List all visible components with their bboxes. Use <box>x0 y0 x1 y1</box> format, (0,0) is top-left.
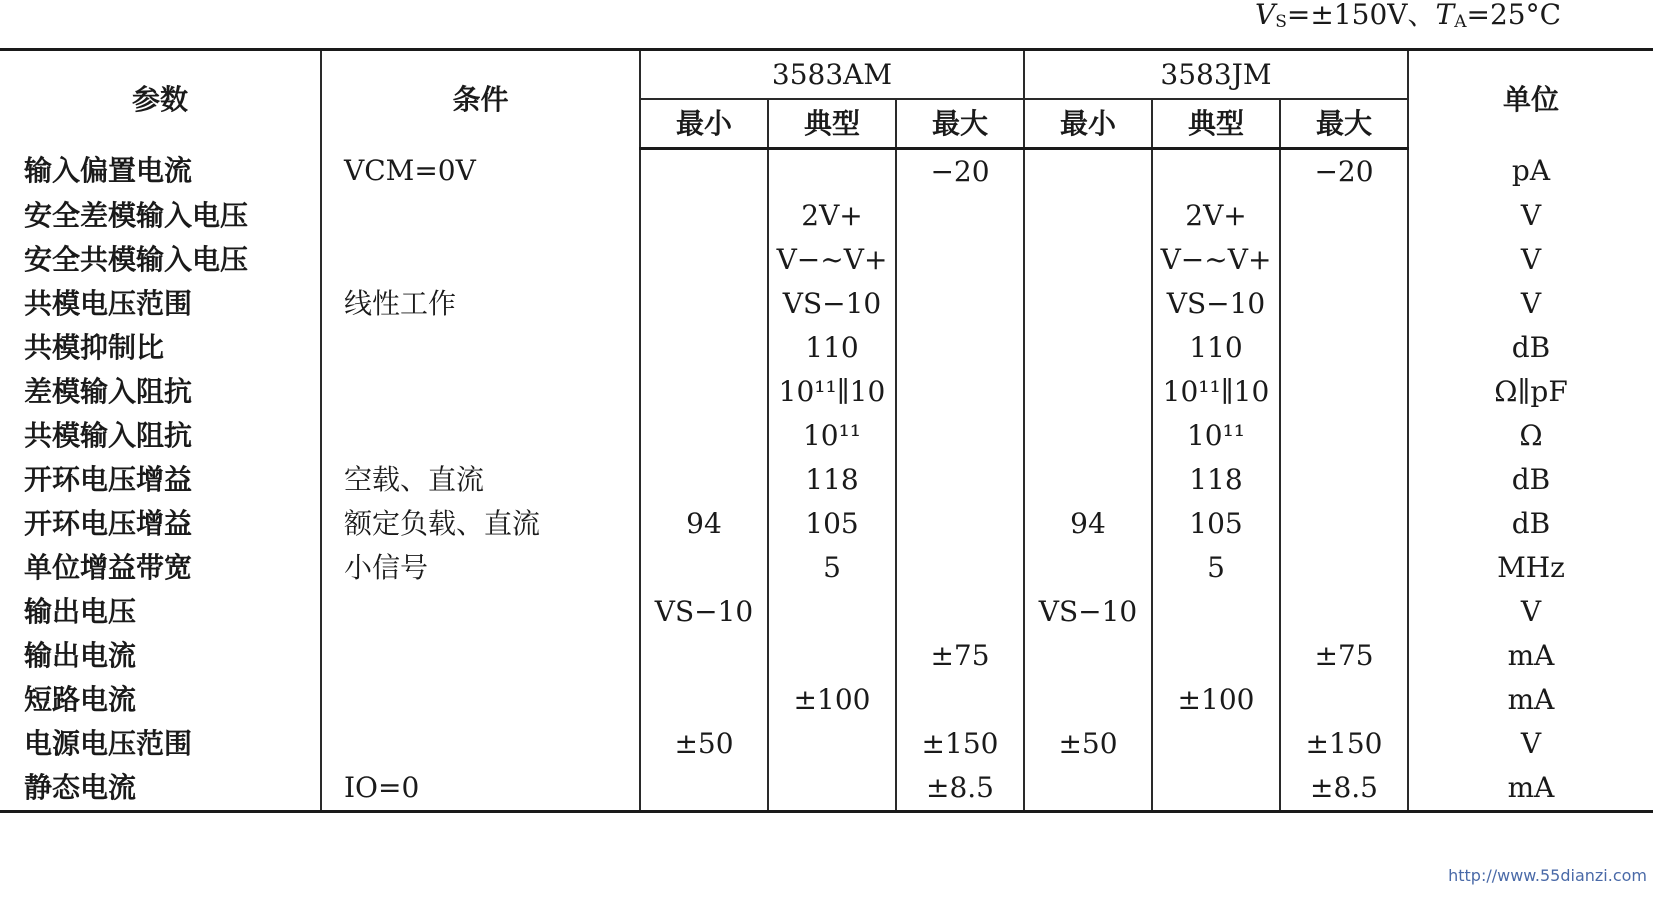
cell-jm-min: ±50 <box>1024 722 1152 766</box>
cell-cond <box>321 678 640 722</box>
cell-jm-typ: 5 <box>1152 546 1280 590</box>
table-header <box>0 50 1653 149</box>
cell-am-max <box>896 370 1024 414</box>
cell-cond <box>321 722 640 766</box>
header-jm-typ: 典型 <box>1152 99 1280 149</box>
test-conditions <box>1255 0 1561 37</box>
table-row <box>0 546 1653 590</box>
cell-jm-min <box>1024 458 1152 502</box>
cell-unit: dB <box>1511 331 1551 364</box>
cell-am-min <box>640 414 768 458</box>
cell-jm-min: 94 <box>1024 502 1152 546</box>
cell-unit: Ω∥pF <box>1494 375 1568 408</box>
header-param: 参数 <box>0 50 321 149</box>
cell-jm-max <box>1280 326 1408 370</box>
cell-cond: 空载、直流 <box>321 458 640 502</box>
cell-am-typ <box>768 766 896 812</box>
cell-cond <box>321 194 640 238</box>
cell-am-max <box>896 546 1024 590</box>
cell-jm-min <box>1024 634 1152 678</box>
cell-jm-max <box>1280 458 1408 502</box>
table-row <box>0 282 1653 326</box>
cell-jm-max: −20 <box>1280 149 1408 195</box>
header-am-typ: 典型 <box>768 99 896 149</box>
cell-jm-min <box>1024 414 1152 458</box>
cell-jm-max <box>1280 678 1408 722</box>
cell-jm-typ <box>1152 766 1280 812</box>
header-jm-min: 最小 <box>1024 99 1152 149</box>
cell-unit: V <box>1520 727 1542 760</box>
header-cond: 条件 <box>321 50 640 149</box>
cell-cond: IO=0 <box>321 766 640 812</box>
cell-am-max <box>896 414 1024 458</box>
vs-symbol: V <box>1255 0 1276 31</box>
cell-am-min <box>640 238 768 282</box>
cell-jm-max <box>1280 282 1408 326</box>
cell-jm-max: ±150 <box>1280 722 1408 766</box>
header-group-3583am: 3583AM <box>640 50 1024 100</box>
cell-cond <box>321 238 640 282</box>
cell-jm-typ: 118 <box>1152 458 1280 502</box>
cell-unit: dB <box>1511 507 1551 540</box>
cell-jm-typ: 105 <box>1152 502 1280 546</box>
table-row <box>0 370 1653 414</box>
table-row <box>0 238 1653 282</box>
watermark-url: http://www.55dianzi.com <box>1448 866 1647 885</box>
cell-am-max <box>896 458 1024 502</box>
cell-am-min <box>640 546 768 590</box>
table-row <box>0 326 1653 370</box>
cell-am-typ: 5 <box>768 546 896 590</box>
table-row <box>0 502 1653 546</box>
table-row <box>0 766 1653 812</box>
cell-unit: dB <box>1511 463 1551 496</box>
cell-unit: V <box>1520 199 1542 232</box>
cell-param: 静态电流 <box>0 766 321 812</box>
cell-am-max <box>896 590 1024 634</box>
ta-value: =25°C <box>1466 0 1561 31</box>
cell-jm-typ <box>1152 590 1280 634</box>
cell-am-typ <box>768 722 896 766</box>
cell-cond <box>321 370 640 414</box>
table-row <box>0 678 1653 722</box>
cell-cond: VCM=0V <box>321 149 640 195</box>
cell-am-typ <box>768 590 896 634</box>
cell-am-max <box>896 678 1024 722</box>
cell-am-min: VS−10 <box>640 590 768 634</box>
cell-unit: V <box>1520 595 1542 628</box>
table-row <box>0 634 1653 678</box>
cell-param: 安全差模输入电压 <box>0 194 321 238</box>
cell-param: 单位增益带宽 <box>0 546 321 590</box>
cell-jm-max <box>1280 238 1408 282</box>
cell-param: 电源电压范围 <box>0 722 321 766</box>
cell-jm-max <box>1280 502 1408 546</box>
cell-am-typ: VS−10 <box>768 282 896 326</box>
cell-am-min <box>640 766 768 812</box>
cell-jm-max <box>1280 590 1408 634</box>
cell-am-min <box>640 282 768 326</box>
cell-jm-min <box>1024 194 1152 238</box>
cell-cond: 额定负载、直流 <box>321 502 640 546</box>
cell-am-max: ±150 <box>896 722 1024 766</box>
cell-am-min <box>640 149 768 195</box>
table-row <box>0 590 1653 634</box>
cell-jm-typ: 110 <box>1152 326 1280 370</box>
table-row <box>0 722 1653 766</box>
cell-am-typ: V−~V+ <box>768 238 896 282</box>
cell-param: 开环电压增益 <box>0 502 321 546</box>
cell-jm-max: ±8.5 <box>1280 766 1408 812</box>
cell-jm-max <box>1280 414 1408 458</box>
cell-jm-min <box>1024 370 1152 414</box>
cell-jm-typ <box>1152 722 1280 766</box>
cell-jm-typ: 10¹¹ <box>1152 414 1280 458</box>
cell-jm-typ <box>1152 149 1280 195</box>
cell-jm-min <box>1024 326 1152 370</box>
cell-unit: mA <box>1507 639 1555 672</box>
cell-am-typ: 10¹¹ <box>768 414 896 458</box>
header-jm-max: 最大 <box>1280 99 1408 149</box>
header-am-min: 最小 <box>640 99 768 149</box>
cell-am-max <box>896 238 1024 282</box>
table-row <box>0 149 1653 195</box>
cell-am-min <box>640 678 768 722</box>
cell-jm-min <box>1024 766 1152 812</box>
cell-am-max <box>896 502 1024 546</box>
header-am-max: 最大 <box>896 99 1024 149</box>
cell-jm-min <box>1024 149 1152 195</box>
spec-table <box>0 48 1653 813</box>
cell-param: 开环电压增益 <box>0 458 321 502</box>
cell-jm-typ: ±100 <box>1152 678 1280 722</box>
cell-am-min <box>640 634 768 678</box>
cell-jm-max: ±75 <box>1280 634 1408 678</box>
cell-jm-min: VS−10 <box>1024 590 1152 634</box>
cell-am-typ: 110 <box>768 326 896 370</box>
cell-am-max: ±75 <box>896 634 1024 678</box>
cell-am-typ: 2V+ <box>768 194 896 238</box>
cell-jm-min <box>1024 238 1152 282</box>
cell-am-min: ±50 <box>640 722 768 766</box>
cell-param: 共模抑制比 <box>0 326 321 370</box>
cell-unit: MHz <box>1497 551 1565 584</box>
cell-am-max: ±8.5 <box>896 766 1024 812</box>
cell-unit: mA <box>1507 683 1555 716</box>
cell-param: 共模电压范围 <box>0 282 321 326</box>
cell-param: 输入偏置电流 <box>0 149 321 195</box>
cell-jm-typ: 2V+ <box>1152 194 1280 238</box>
cell-am-max <box>896 326 1024 370</box>
cell-param: 输出电流 <box>0 634 321 678</box>
cell-unit: Ω <box>1519 419 1543 452</box>
table-row <box>0 194 1653 238</box>
ta-symbol: T <box>1435 0 1455 31</box>
cell-am-min <box>640 458 768 502</box>
cell-am-typ: 105 <box>768 502 896 546</box>
cell-unit: V <box>1520 287 1542 320</box>
cell-am-typ: ±100 <box>768 678 896 722</box>
table-row <box>0 414 1653 458</box>
header-group-3583jm: 3583JM <box>1024 50 1408 100</box>
cell-am-min: 94 <box>640 502 768 546</box>
cell-jm-typ: V−~V+ <box>1152 238 1280 282</box>
header-unit: 单位 <box>1408 50 1653 149</box>
cell-am-max <box>896 194 1024 238</box>
ta-subscript: A <box>1454 12 1467 32</box>
cell-cond <box>321 414 640 458</box>
cell-cond <box>321 590 640 634</box>
cell-am-max: −20 <box>896 149 1024 195</box>
cell-param: 共模输入阻抗 <box>0 414 321 458</box>
table-body <box>0 149 1653 812</box>
cell-cond <box>321 634 640 678</box>
cell-unit: pA <box>1511 154 1551 188</box>
cell-jm-min <box>1024 546 1152 590</box>
cell-am-max <box>896 282 1024 326</box>
cell-cond <box>321 326 640 370</box>
cell-jm-typ: 10¹¹∥10 <box>1152 370 1280 414</box>
cell-jm-typ <box>1152 634 1280 678</box>
cell-param: 安全共模输入电压 <box>0 238 321 282</box>
cell-cond: 小信号 <box>321 546 640 590</box>
cell-jm-max <box>1280 370 1408 414</box>
cell-am-typ: 118 <box>768 458 896 502</box>
cell-jm-max <box>1280 546 1408 590</box>
cell-param: 输出电压 <box>0 590 321 634</box>
cell-param: 短路电流 <box>0 678 321 722</box>
cell-am-min <box>640 370 768 414</box>
cell-am-typ <box>768 149 896 195</box>
cell-jm-max <box>1280 194 1408 238</box>
cell-am-typ <box>768 634 896 678</box>
cell-am-typ: 10¹¹∥10 <box>768 370 896 414</box>
cell-jm-min <box>1024 678 1152 722</box>
cell-am-min <box>640 326 768 370</box>
cell-am-min <box>640 194 768 238</box>
vs-value: =±150V、 <box>1286 0 1436 31</box>
table-row <box>0 458 1653 502</box>
cell-jm-min <box>1024 282 1152 326</box>
cell-param: 差模输入阻抗 <box>0 370 321 414</box>
cell-cond: 线性工作 <box>321 282 640 326</box>
cell-jm-typ: VS−10 <box>1152 282 1280 326</box>
vs-subscript: S <box>1275 12 1287 32</box>
cell-unit: V <box>1520 243 1542 276</box>
cell-unit: mA <box>1408 766 1653 812</box>
